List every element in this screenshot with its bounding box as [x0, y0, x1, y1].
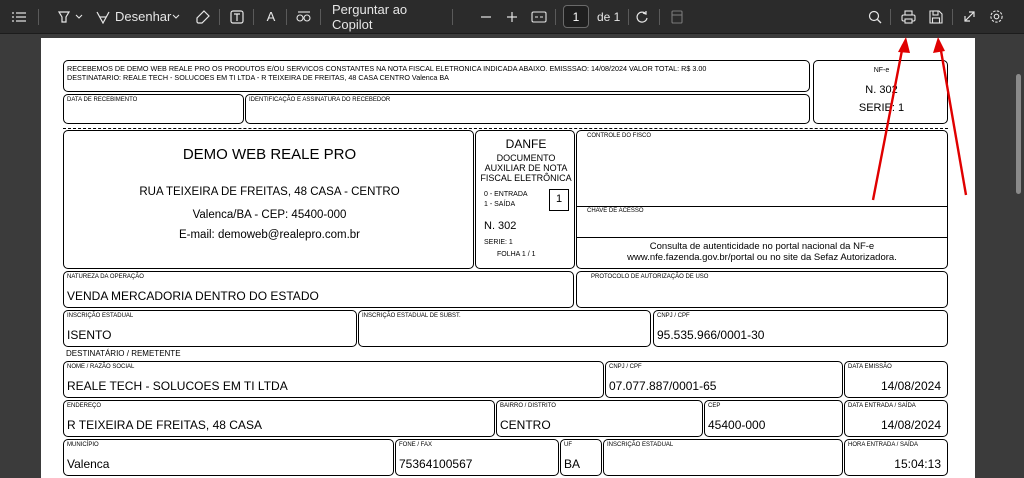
protocolo-label: PROTOCOLO DE AUTORIZAÇÃO DE USO [591, 274, 709, 280]
dest-fone-value: 75364100567 [399, 457, 473, 471]
ie-value: ISENTO [67, 328, 112, 342]
dest-saida-label: DATA ENTRADA / SAÍDA [848, 403, 916, 409]
cnpj-emitente-value: 95.535.966/0001-30 [657, 328, 765, 342]
ie-label: INSCRIÇÃO ESTADUAL [67, 313, 134, 319]
danfe-sub1: DOCUMENTO [496, 153, 556, 163]
destinatario-title: DESTINATÁRIO / REMETENTE [66, 349, 181, 358]
dest-endereco-label: ENDEREÇO [67, 403, 102, 409]
fisco-controle-label: CONTROLE DO FISCO [587, 133, 652, 139]
emitter-email: E-mail: demoweb@realepro.com.br [178, 229, 361, 241]
receipt-text-line2: DESTINATARIO: REALE TECH - SOLUCOES EM TI LTDA - R TEIXEIRA DE FREITAS, 48 CASA CENTRO Valenca BA [67, 73, 449, 82]
emitter-city: Valenca/BA - CEP: 45400-000 [192, 209, 347, 221]
dest-cep-label: CEP [708, 403, 721, 409]
danfe-serie: SERIE: 1 [484, 239, 513, 246]
page-number-input[interactable]: 1 [563, 5, 589, 28]
danfe-numero: N. 302 [484, 220, 517, 232]
dest-emissao-label: DATA EMISSÃO [848, 364, 892, 370]
nfe-number: N. 302 [865, 84, 898, 96]
emitter-name: DEMO WEB REALE PRO [182, 146, 357, 163]
dest-bairro-label: BAIRRO / DISTRITO [500, 403, 556, 409]
danfe-tipo: 1 [555, 193, 563, 205]
dest-cnpj-value: 07.077.887/0001-65 [609, 379, 717, 393]
dest-cnpj-label: CNPJ / CPF [609, 364, 642, 370]
ie-subst-label: INSCRIÇÃO ESTADUAL DE SUBST. [362, 313, 461, 319]
page-total: de 1 [597, 9, 621, 24]
dest-hora-label: HORA ENTRADA / SAÍDA [848, 442, 919, 448]
fisco-consulta-2: www.nfe.fazenda.gov.br/portal ou no site da Sefaz Autorizadora. [627, 252, 897, 263]
receipt-signature-label: IDENTIFICAÇÃO E ASSINATURA DO RECEBEDOR [249, 97, 391, 103]
dest-cep-value: 45400-000 [708, 418, 766, 432]
emitter-address: RUA TEIXEIRA DE FREITAS, 48 CASA - CENTRO [139, 186, 400, 198]
danfe-saida: 1 - SAÍDA [484, 201, 516, 208]
fisco-consulta-1: Consulta de autenticidade no portal nacional da NF-e [649, 241, 875, 252]
dest-endereco-value: R TEIXEIRA DE FREITAS, 48 CASA [67, 418, 262, 432]
receipt-date-label: DATA DE RECEBIMENTO [67, 97, 138, 103]
dest-municipio-label: MUNICÍPIO [67, 442, 99, 448]
dest-saida-value: 14/08/2024 [880, 418, 941, 432]
danfe-sub2: AUXILIAR DE NOTA [484, 163, 568, 173]
danfe-sub3: FISCAL ELETRÔNICA [480, 173, 572, 183]
dest-fone-label: FONE / FAX [399, 442, 433, 448]
dest-nome-label: NOME / RAZÃO SOCIAL [67, 364, 135, 370]
dest-emissao-value: 14/08/2024 [880, 379, 941, 393]
natureza-label: NATUREZA DA OPERAÇÃO [67, 274, 144, 280]
cnpj-emitente-label: CNPJ / CPF [657, 313, 690, 319]
dest-nome-value: REALE TECH - SOLUCOES EM TI LTDA [67, 379, 288, 393]
arrow-to-save [933, 37, 966, 195]
arrow-to-print [873, 37, 910, 200]
receipt-text-line1: RECEBEMOS DE DEMO WEB REALE PRO OS PRODUTOS E/OU SERVICOS CONSTANTES NA NOTA FISCAL ELETRONICA INDICADA ABAIXO. EMISSSAO: 14/08/2024 VALOR TOTAL: R$ 3.00 [67, 64, 707, 73]
draw-label: Desenhar [115, 9, 172, 24]
nfe-label: NF-e [873, 67, 890, 74]
dest-uf-value: BA [564, 457, 581, 471]
danfe-entrada: 0 - ENTRADA [484, 191, 528, 198]
read-aloud-glyph: A [266, 9, 276, 24]
natureza-value: VENDA MERCADORIA DENTRO DO ESTADO [67, 289, 319, 303]
dest-bairro-value: CENTRO [500, 418, 551, 432]
danfe-title: DANFE [505, 137, 547, 151]
dest-uf-label: UF [564, 442, 572, 448]
dest-ie-label: INSCRIÇÃO ESTADUAL [607, 442, 674, 448]
copilot-label: Perguntar ao Copilot [332, 1, 408, 32]
nfe-serie: SERIE: 1 [858, 102, 905, 114]
dest-hora-value: 15:04:13 [894, 457, 941, 471]
dest-municipio-value: Valenca [67, 457, 110, 471]
fisco-chave-label: CHAVE DE ACESSO [587, 208, 644, 214]
danfe-folha: FOLHA 1 / 1 [497, 251, 536, 258]
